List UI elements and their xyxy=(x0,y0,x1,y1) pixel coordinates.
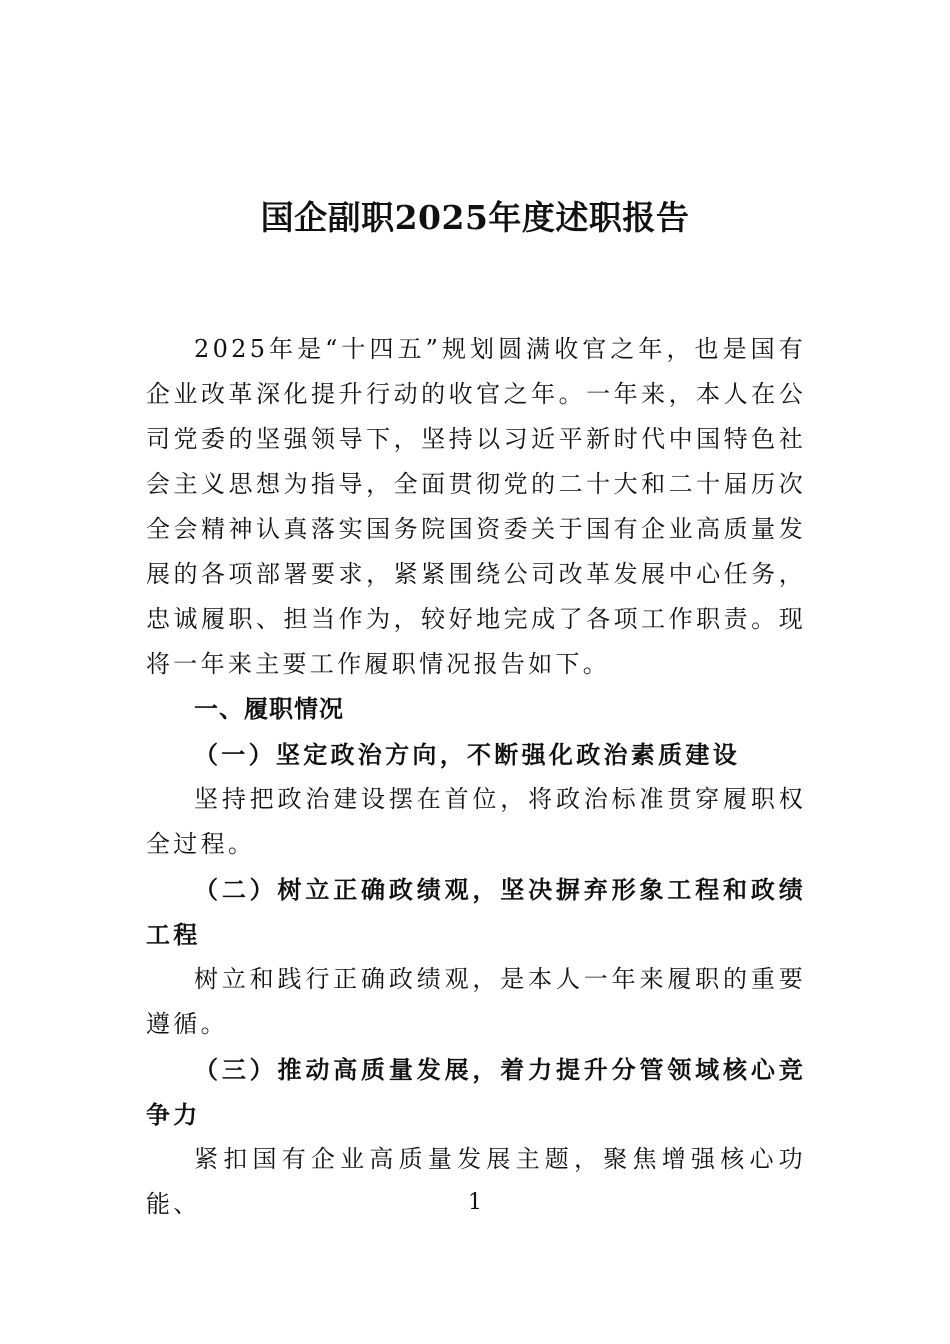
subsection-paragraph-3: 紧扣国有企业高质量发展主题，聚焦增强核心功能、 xyxy=(146,1145,806,1218)
subsection-heading-1: （一）坚定政治方向，不断强化政治素质建设 xyxy=(194,740,740,769)
subsection-paragraph-2: 树立和践行正确政绩观，是本人一年来履职的重要遵循。 xyxy=(146,965,806,1038)
document-body xyxy=(146,327,806,1227)
document-title: 国企副职2025年度述职报告 xyxy=(260,198,690,237)
section-heading-performance: 一、履职情况 xyxy=(194,695,344,723)
intro-paragraph: 2025年是“十四五”规划圆满收官之年，也是国有企业改革深化提升行动的收官之年。一年来，本人在公司党委的坚强领导下，坚持以习近平新时代中国特色社会主义思想为指导，全面贯彻党的二十大和二十届历次全会精神认真落实国务院国资委关于国有企业高质量发展的各项部署要求，紧紧围绕公司改革发展中心任务，忠诚履职、担当作为，较好地完成了各项工作职责。现将一年来主要工作履职情况报告如下。 xyxy=(146,335,806,678)
subsection-heading-3: （三）推动高质量发展，着力提升分管领域核心竞争力 xyxy=(146,1055,806,1129)
subsection-paragraph-1: 坚持把政治建设摆在首位，将政治标准贯穿履职权全过程。 xyxy=(146,785,806,858)
page-number: 1 xyxy=(468,1190,482,1215)
subsection-heading-2: （二）树立正确政绩观，坚决摒弃形象工程和政绩工程 xyxy=(146,875,806,949)
